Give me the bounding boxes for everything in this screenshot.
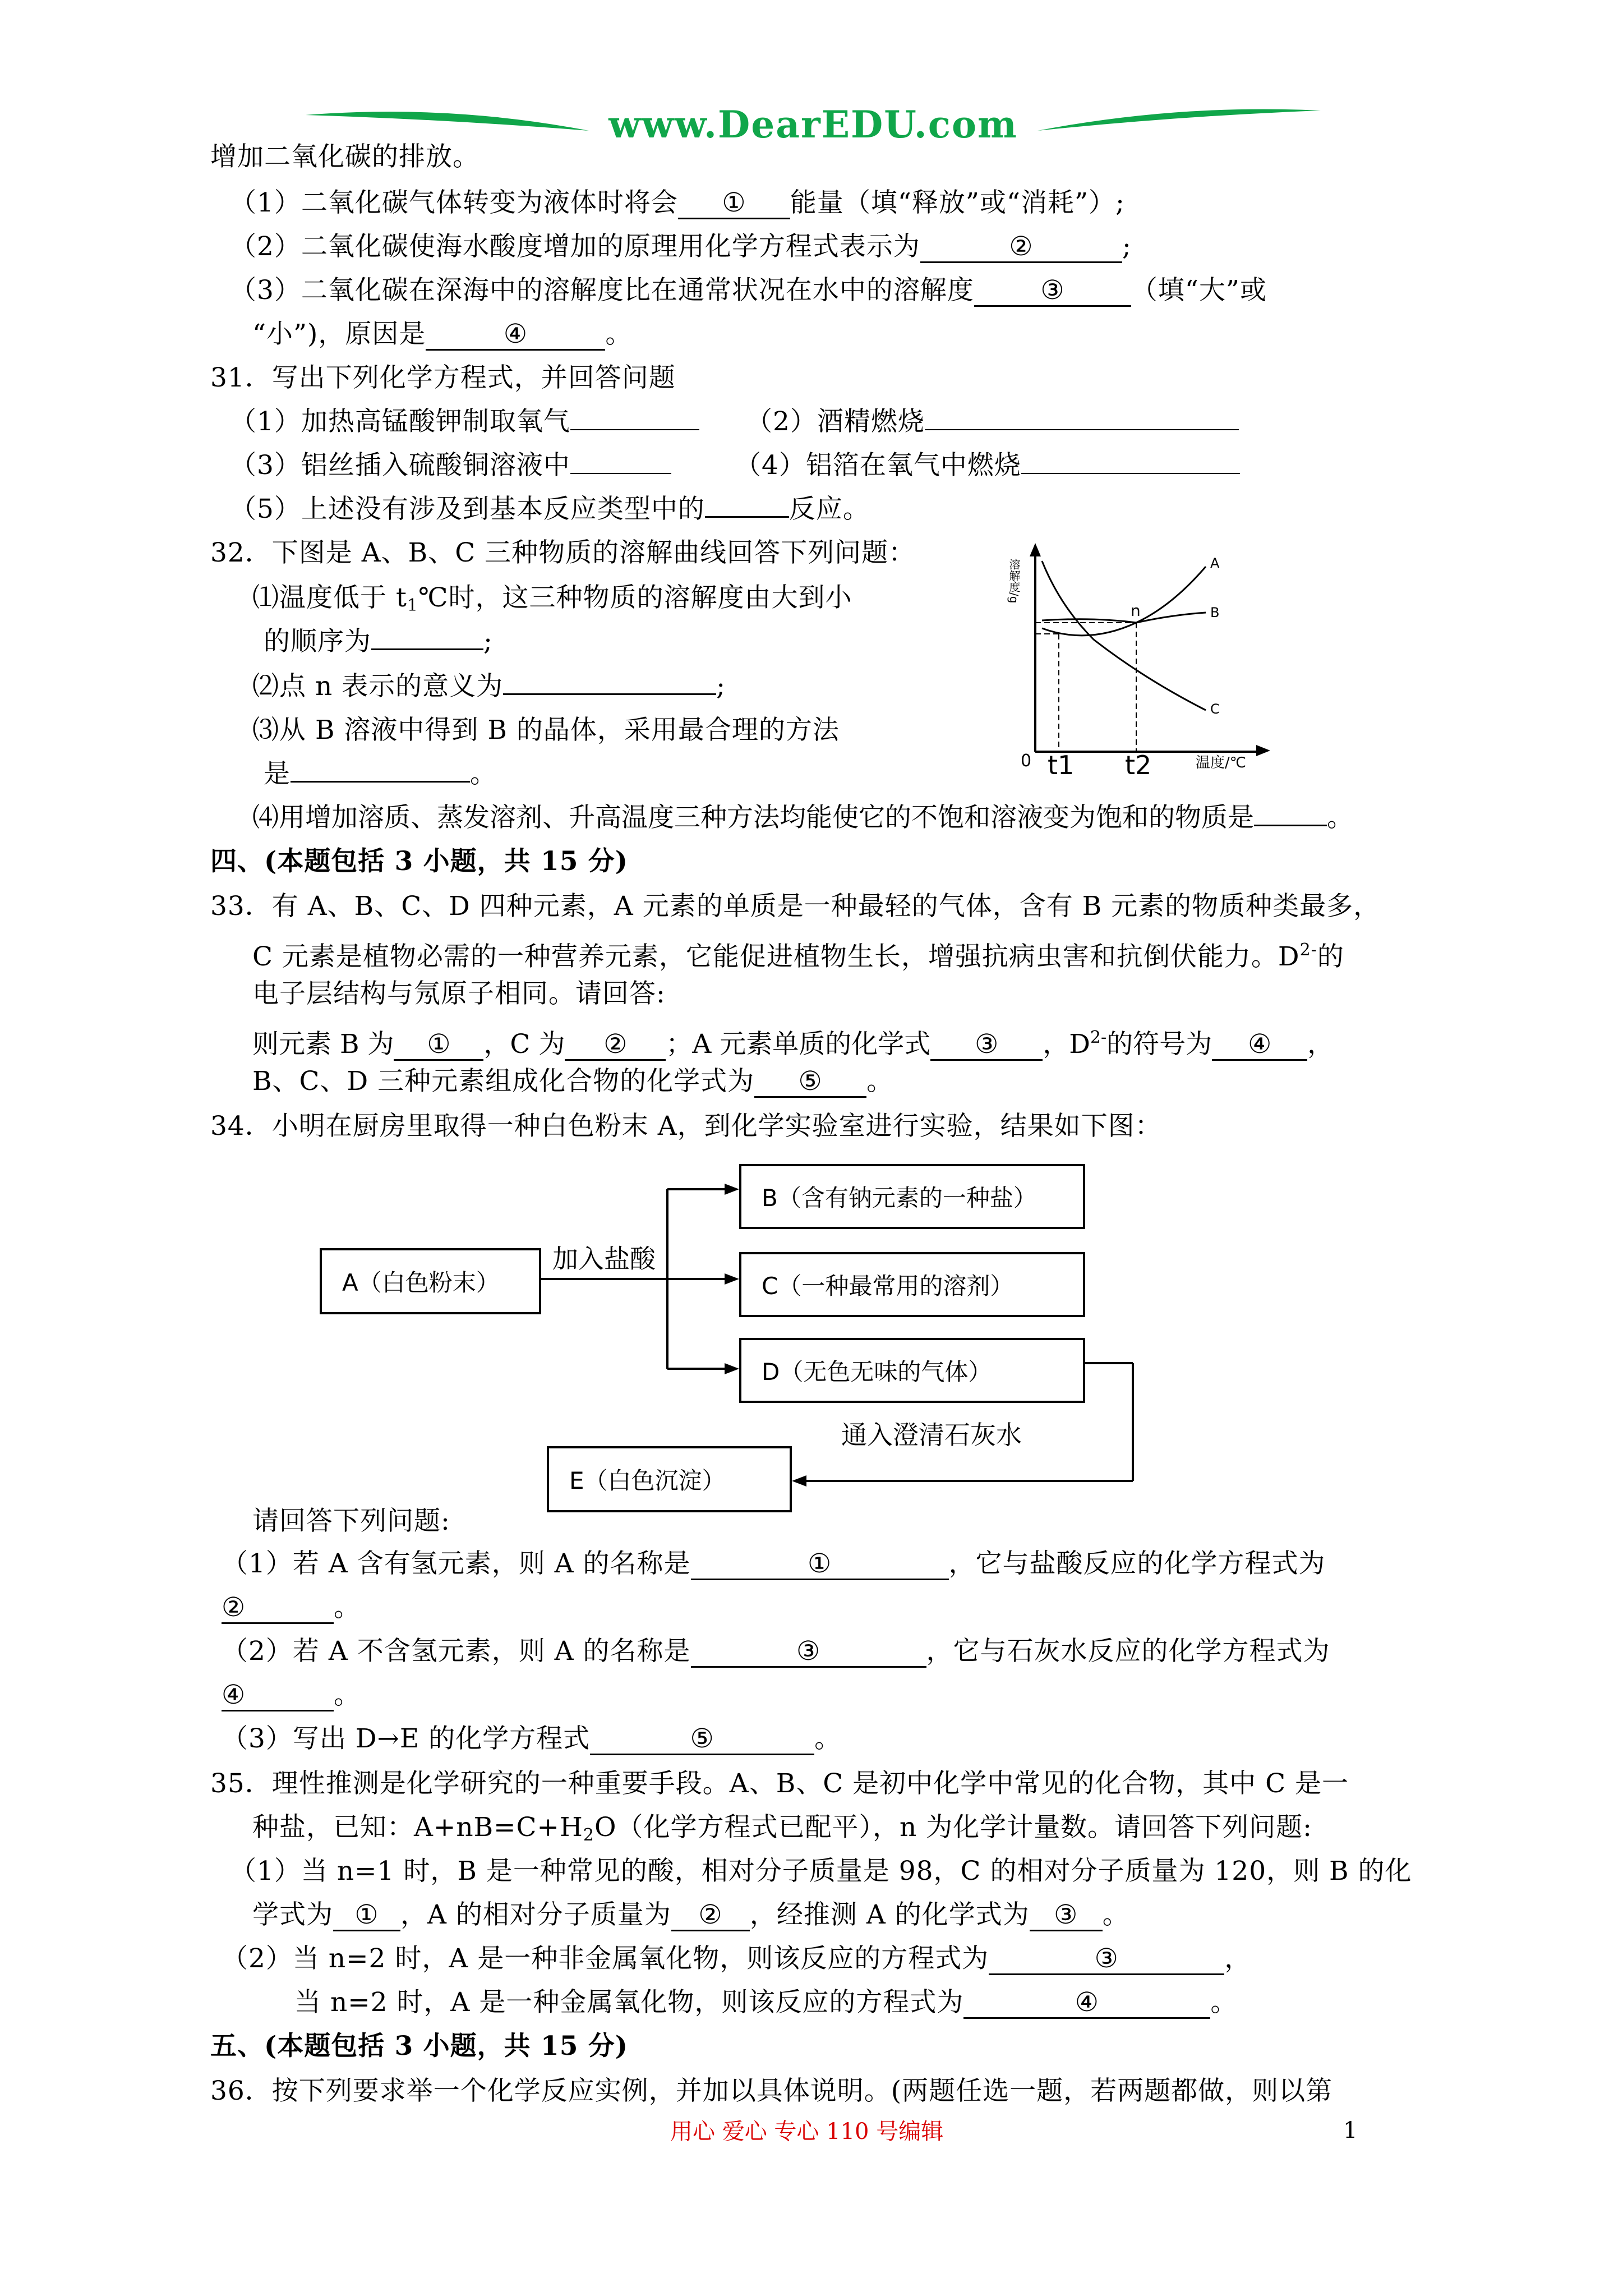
q31-title: 31．写出下列化学方程式，并回答问题 xyxy=(210,362,676,393)
q31-item3: （3）铝丝插入硫酸铜溶液中 xyxy=(230,449,671,482)
blank[interactable]: ③ xyxy=(1030,1901,1103,1931)
t1-label: t1 xyxy=(1048,750,1075,780)
blank[interactable]: ② xyxy=(222,1593,334,1624)
q30-intro: 增加二氧化碳的排放。 xyxy=(210,141,479,172)
q32-sub2: ⑵点 n 表示的意义为 ; xyxy=(252,671,726,702)
q32-sub3-cont: 是 。 xyxy=(264,758,497,789)
q30-part3-cont: “小”)，原因是 ④ 。 xyxy=(252,319,633,349)
q33-line2: C 元素是植物必需的一种营养元素，它能促进植物生长，增强抗病虫害和抗倒伏能力。$D^{2-}$的 xyxy=(252,940,1344,972)
flow-box-d: D（无色无味的气体） xyxy=(739,1338,1085,1403)
blank[interactable]: ③ xyxy=(974,276,1131,307)
curve-b xyxy=(1042,613,1206,623)
q35-line1: 35．理性推测是化学研究的一种重要手段。A、B、C 是初中化学中常见的化合物，其中 C 是一 xyxy=(210,1768,1349,1799)
blank[interactable] xyxy=(705,516,789,518)
curve-c xyxy=(1042,561,1206,710)
q32-title: 32．下图是 A、B、C 三种物质的溶解曲线回答下列问题： xyxy=(210,537,916,568)
q34-part2-cont: ④ 。 xyxy=(222,1680,361,1710)
blank[interactable] xyxy=(291,781,470,783)
q33-line3: 电子层结构与氖原子相同。请回答: xyxy=(252,978,666,1009)
banner-swoosh-right xyxy=(1032,98,1324,149)
blank[interactable] xyxy=(1021,473,1240,474)
blank[interactable]: ④ xyxy=(222,1681,334,1711)
site-url[interactable]: www.DearEDU.com xyxy=(608,103,1018,146)
origin-label: 0 xyxy=(1021,751,1032,771)
t2-label: t2 xyxy=(1125,750,1152,780)
section-5-title: 五、(本题包括 3 小题，共 15 分) xyxy=(210,2031,629,2062)
q32-sub1-cont: 的顺序为 ; xyxy=(264,626,493,657)
blank[interactable] xyxy=(371,648,483,650)
blank[interactable]: ⑤ xyxy=(590,1724,814,1755)
series-label-c: C xyxy=(1210,701,1220,717)
q31-item1: （1）加热高锰酸钾制取氧气 xyxy=(230,405,699,439)
blank[interactable]: ③ xyxy=(989,1944,1224,1975)
point-n-label: n xyxy=(1131,601,1141,620)
series-label-a: A xyxy=(1210,555,1220,571)
y-axis-label: 溶解度/g xyxy=(1007,559,1021,604)
blank[interactable]: ② xyxy=(920,232,1122,263)
blank[interactable]: ① xyxy=(691,1549,949,1580)
q31-item2: （2）酒精燃烧 xyxy=(746,405,1239,439)
flow-box-e: E（白色沉淀） xyxy=(547,1446,792,1512)
q33-line4: 则元素 B 为 ① ，C 为 ② ；A 元素单质的化学式 ③ ，$D^{2-}$的符号为 ④ ， xyxy=(252,1028,1334,1060)
blank[interactable] xyxy=(570,429,699,430)
blank[interactable]: ② xyxy=(565,1030,666,1061)
q35-line3: （1）当 n=1 时，B 是一种常见的酸，相对分子质量是 98，C 的相对分子质量为 120，则 B 的化 xyxy=(230,1856,1412,1887)
q31-item5: （5）上述没有涉及到基本反应类型中的 反应。 xyxy=(230,494,870,524)
q30-part2: （2）二氧化碳使海水酸度增加的原理用化学方程式表示为 ② ; xyxy=(230,231,1132,262)
y-axis-arrow xyxy=(1030,543,1041,556)
blank[interactable]: ① xyxy=(333,1901,400,1931)
q34-title: 34．小明在厨房里取得一种白色粉末 A，到化学实验室进行实验，结果如下图： xyxy=(210,1111,1162,1142)
q32-sub3: ⑶从 B 溶液中得到 B 的晶体，采用最合理的方法 xyxy=(252,715,840,746)
q31-item4: （4）铝箔在氧气中燃烧 xyxy=(735,449,1240,482)
blank[interactable]: ② xyxy=(671,1901,750,1931)
flow-box-c: C（一种最常用的溶剂） xyxy=(739,1252,1085,1317)
arrow-label-add-acid: 加入盐酸 xyxy=(552,1244,656,1274)
arrow-label-limewater: 通入澄清石灰水 xyxy=(841,1420,1022,1450)
blank[interactable]: ④ xyxy=(963,1988,1210,2019)
q35-line2: 种盐，已知：$A+nB=C+H_2O$（化学方程式已配平），n 为化学计量数。请回答下列问题: xyxy=(252,1812,1313,1845)
q36-line1: 36．按下列要求举一个化学反应实例，并加以具体说明。(两题任选一题，若两题都做，则以第 xyxy=(210,2076,1333,2106)
q34-part2: （2）若 A 不含氢元素，则 A 的名称是 ③ ，它与石灰水反应的化学方程式为 xyxy=(222,1636,1330,1667)
series-label-b: B xyxy=(1210,605,1220,620)
q34-part1: （1）若 A 含有氢元素，则 A 的名称是 ① ，它与盐酸反应的化学方程式为 xyxy=(222,1548,1326,1579)
flow-box-b: B（含有钠元素的一种盐） xyxy=(739,1164,1085,1229)
x-axis-label: 温度/℃ xyxy=(1196,754,1246,771)
blank[interactable]: ⑤ xyxy=(754,1067,866,1098)
q33-line5: B、C、D 三种元素组成化合物的化学式为 ⑤ 。 xyxy=(252,1066,894,1097)
q32-sub1: ⑴温度低于 $t_1℃$时，这三种物质的溶解度由大到小 xyxy=(252,582,852,615)
blank[interactable]: ④ xyxy=(426,320,605,351)
q34-part1-cont: ② 。 xyxy=(222,1592,361,1623)
q35-line6: 当 n=2 时，A 是一种金属氧化物，则该反应的方程式为 ④ 。 xyxy=(294,1987,1238,2018)
blank[interactable]: ① xyxy=(678,188,790,219)
blank[interactable]: ③ xyxy=(930,1030,1043,1061)
q30-part3: （3）二氧化碳在深海中的溶解度比在通常状况在水中的溶解度 ③ （填“大”或 xyxy=(230,275,1267,306)
solubility-chart xyxy=(998,539,1335,780)
blank[interactable] xyxy=(925,429,1239,430)
q34-part3: （3）写出 D→E 的化学方程式 ⑤ 。 xyxy=(222,1723,842,1754)
blank[interactable] xyxy=(570,473,671,474)
blank[interactable] xyxy=(503,693,716,695)
blank[interactable]: ④ xyxy=(1212,1030,1307,1061)
q32-sub4: ⑷用增加溶质、蒸发溶剂、升高温度三种方法均能使它的不饱和溶液变为饱和的物质是 。 xyxy=(252,802,1353,833)
q35-line4: 学式为 ① ，A 的相对分子质量为 ② ，经推测 A 的化学式为 ③ 。 xyxy=(252,1899,1129,1930)
q33-line1: 33．有 A、B、C、D 四种元素，A 元素的单质是一种最轻的气体，含有 B 元素的物质种类最多， xyxy=(210,891,1381,922)
blank[interactable]: ③ xyxy=(691,1637,926,1668)
curve-a xyxy=(1042,567,1206,636)
page-number: 1 xyxy=(1343,2118,1358,2143)
q30-part1: （1）二氧化碳气体转变为液体时将会 ① 能量（填“释放”或“消耗”）; xyxy=(230,187,1125,218)
blank[interactable] xyxy=(1254,825,1327,826)
footer-editor-note: 用心 爱心 专心 110 号编辑 xyxy=(670,2119,944,2145)
flow-box-a: A（白色粉末） xyxy=(320,1248,541,1314)
x-axis-arrow xyxy=(1256,745,1270,756)
q35-line5: （2）当 n=2 时，A 是一种非金属氧化物，则该反应的方程式为 ③ ， xyxy=(222,1943,1252,1974)
section-4-title: 四、(本题包括 3 小题，共 15 分) xyxy=(210,846,629,877)
q34-ask: 请回答下列问题: xyxy=(252,1506,450,1536)
blank[interactable]: ① xyxy=(394,1030,483,1061)
